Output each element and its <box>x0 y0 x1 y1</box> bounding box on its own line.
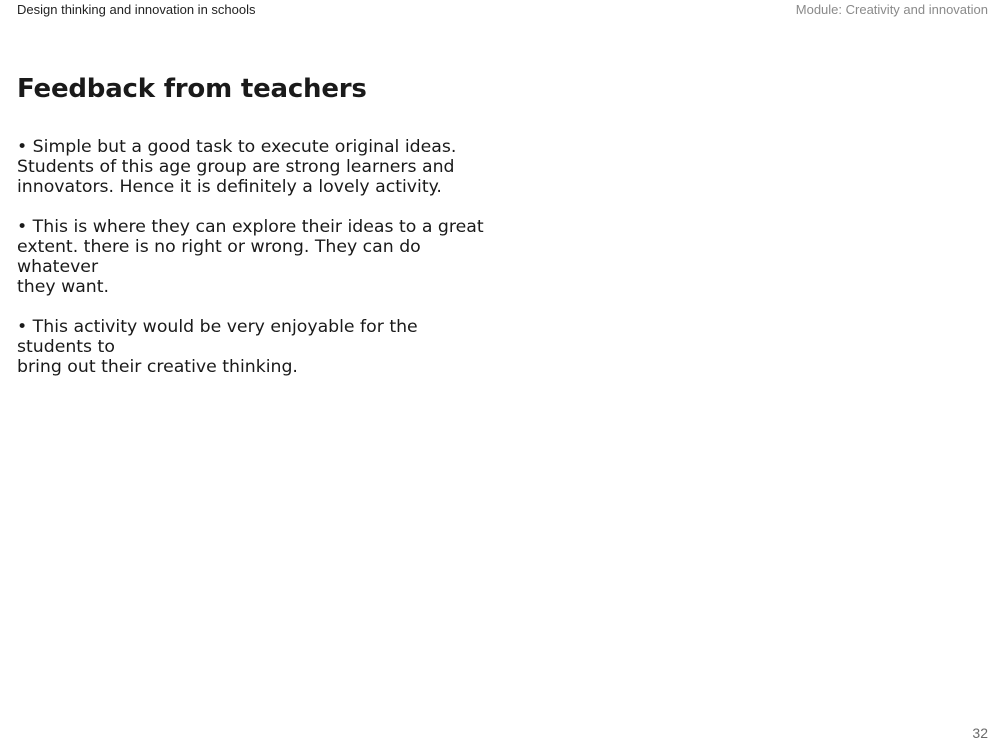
page-number: 32 <box>972 725 988 741</box>
module-title: Module: Creativity and innovation <box>795 2 988 17</box>
feedback-list <box>17 137 497 397</box>
feedback-item: • Simple but a good task to execute original ideas. Students of this age group are strong learners and innovators. Hence it is definitely a lovely activity. <box>17 137 457 197</box>
course-title: Design thinking and innovation in schools <box>17 2 256 17</box>
feedback-item: • This activity would be very enjoyable for the students to bring out their creative thinking. <box>17 317 418 377</box>
page-title: Feedback from teachers <box>17 74 367 104</box>
feedback-item: • This is where they can explore their ideas to a great extent. there is no right or wrong. They can do whatever they want. <box>17 217 484 297</box>
